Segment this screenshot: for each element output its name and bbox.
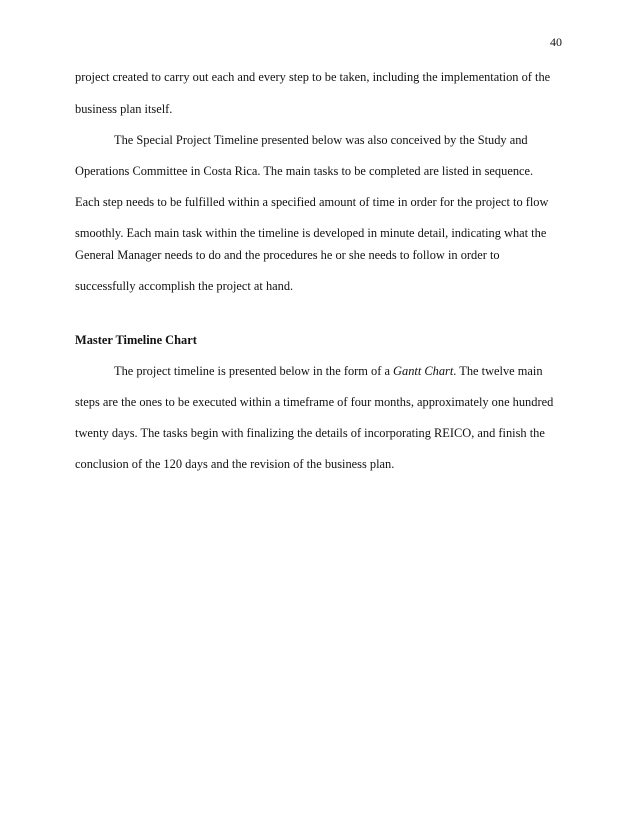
paragraph-3-line-1-start: The project timeline is presented below in the form of a xyxy=(114,364,394,378)
paragraph-2-line-4: smoothly. Each main task within the timeline is developed in minute detail, indicating what the xyxy=(75,226,547,240)
paragraph-3-line-4: conclusion of the 120 days and the revision of the business plan. xyxy=(75,457,395,471)
paragraph-1-line-2: business plan itself. xyxy=(75,102,173,116)
section-heading: Master Timeline Chart xyxy=(75,333,197,347)
paragraph-1-line-1: project created to carry out each and every step to be taken, including the implementation of the xyxy=(75,70,551,84)
paragraph-2-line-1: The Special Project Timeline presented below was also conceived by the Study and xyxy=(114,133,528,147)
paragraph-2-line-6: successfully accomplish the project at hand. xyxy=(75,279,294,293)
paragraph-3-line-3: twenty days. The tasks begin with finalizing the details of incorporating REICO, and finish the xyxy=(75,426,545,440)
paragraph-2-line-2: Operations Committee in Costa Rica. The main tasks to be completed are listed in sequence. xyxy=(75,164,534,178)
paragraph-3-line-1-end: . The twelve main xyxy=(453,364,543,378)
paragraph-3-line-1 xyxy=(114,364,543,379)
paragraph-2-line-3: Each step needs to be fulfilled within a specified amount of time in order for the project to flow xyxy=(75,195,549,209)
gantt-chart-term: Gantt Chart xyxy=(393,364,454,378)
page-number: 40 xyxy=(550,35,562,49)
paragraph-2-line-5: General Manager needs to do and the procedures he or she needs to follow in order to xyxy=(75,248,500,262)
paragraph-3-line-2: steps are the ones to be executed within a timeframe of four months, approximately one hundred xyxy=(75,395,554,409)
